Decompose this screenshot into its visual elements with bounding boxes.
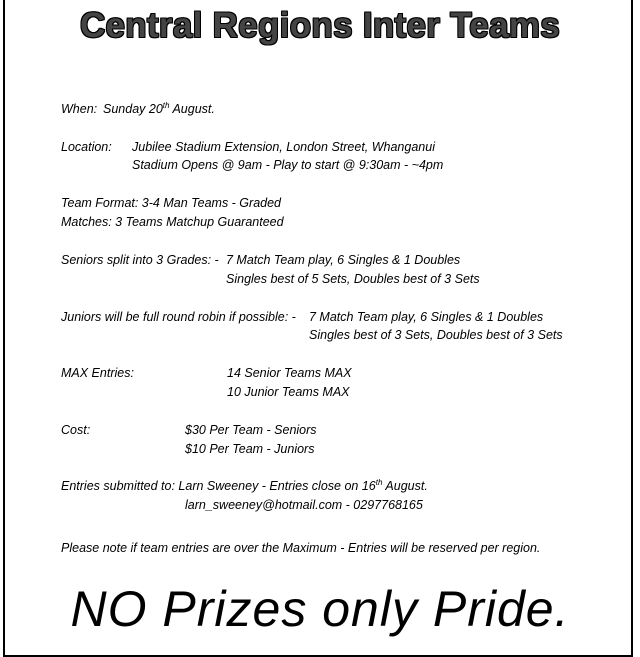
max-entries-seniors: 14 Senior Teams MAX (227, 366, 352, 380)
juniors-label: Juniors will be full round robin if possible: - (61, 310, 296, 324)
max-entries-label: MAX Entries: (61, 366, 134, 380)
max-entries-juniors: 10 Junior Teams MAX (227, 385, 350, 399)
entries-note: Please note if team entries are over the Maximum - Entries will be reserved per region. (61, 541, 541, 555)
juniors-line2: Singles best of 3 Sets, Doubles best of 3 Sets (309, 328, 563, 342)
page-title: Central Regions Inter Teams (79, 6, 561, 45)
entries-info: Entries submitted to: Larn Sweeney - Entries close on 16th August. (61, 477, 428, 493)
cost-label: Cost: (61, 423, 91, 437)
when-value: Sunday 20th August. (103, 100, 215, 116)
seniors-line2: Singles best of 5 Sets, Doubles best of 3 Sets (226, 272, 480, 286)
footer-slogan: NO Prizes only Pride. (70, 581, 570, 637)
juniors-line1: 7 Match Team play, 6 Singles & 1 Doubles (309, 310, 544, 324)
matches: Matches: 3 Teams Matchup Guaranteed (61, 215, 284, 229)
team-format: Team Format: 3-4 Man Teams - Graded (61, 196, 281, 210)
when-label: When: (61, 102, 98, 116)
location-line1: Jubilee Stadium Extension, London Street, Whanganui (132, 140, 435, 154)
cost-seniors: $30 Per Team - Seniors (185, 423, 317, 437)
seniors-line1: 7 Match Team play, 6 Singles & 1 Doubles (226, 253, 461, 267)
entries-contact: larn_sweeney@hotmail.com - 0297768165 (185, 498, 423, 512)
location-label: Location: (61, 140, 112, 154)
seniors-label: Seniors split into 3 Grades: - (61, 253, 219, 267)
cost-juniors: $10 Per Team - Juniors (185, 442, 315, 456)
location-line2: Stadium Opens @ 9am - Play to start @ 9:30am - ~4pm (132, 158, 444, 172)
